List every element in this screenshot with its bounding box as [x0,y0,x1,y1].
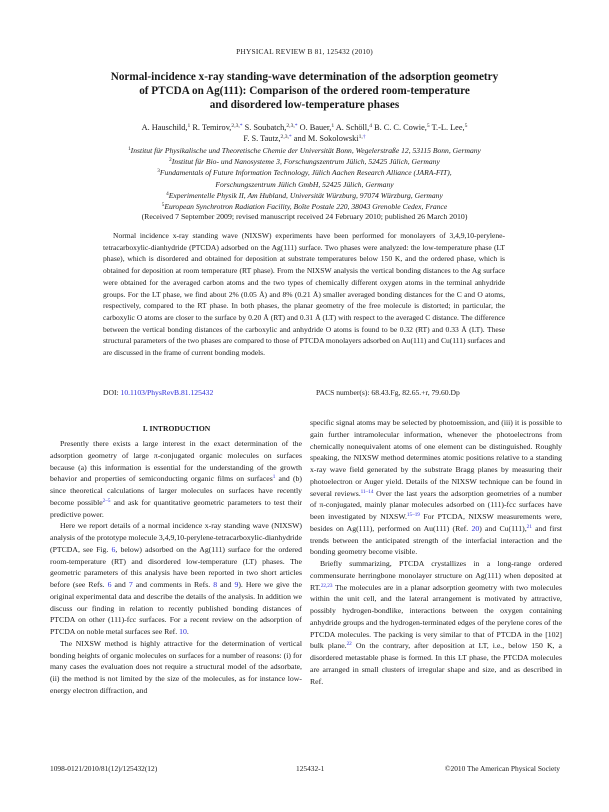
author: A. Hauschild,$^1$ [141,123,191,132]
citation-link[interactable]: 7 [128,580,133,589]
author-line [40,133,569,144]
citation-link[interactable]: 15–19 [406,512,420,518]
author-list [40,122,569,144]
author: and M. Sokolowski$^{1,\dagger}$ [293,134,366,143]
author: T.-L. Lee,$^5$ [431,123,468,132]
running-head: PHYSICAL REVIEW B 81, 125432 (2010) [236,47,373,56]
section-heading: I. INTRODUCTION [142,424,211,433]
author: R. Temirov,$^{2,3,*}$ [192,123,243,132]
citation-link[interactable]: 22,23 [320,582,333,589]
right-column [310,417,562,687]
citation-link[interactable]: 6 [107,580,112,589]
affiliation: $^3$Fundamentals of Future Information Technology, Jülich Aachen Research Alliance (JARA-FIT), [157,168,452,178]
citation-link[interactable]: 11–14 [360,488,374,495]
doi-link[interactable]: 10.1103/PhysRevB.81.125432 [120,388,214,397]
copyright: ©2010 The American Physical Society [444,764,560,773]
page-number: 125432-1 [296,764,325,773]
author: F. S. Tautz,$^{2,3,*}$ [243,134,292,143]
author: O. Bauer,$^1$ [299,123,335,132]
left-column [50,438,302,697]
doi-label: DOI: [103,388,119,397]
title-line: of PTCDA on Ag(111): Comparison of the ordered room-temperature [139,85,470,98]
figure-link[interactable]: 6 [111,544,116,554]
author: S. Soubatch,$^{2,3,*}$ [244,123,298,132]
citation-link[interactable]: 8 [213,580,218,589]
author: A. Schöll,$^4$ [335,123,372,132]
title-line: and disordered low-temperature phases [209,99,400,112]
paper-title [40,70,569,113]
citation-link[interactable]: 9 [234,580,239,589]
citation-link[interactable]: 21 [526,523,532,530]
footnote-marker[interactable]: * [239,123,243,129]
footnote-marker[interactable]: * [288,134,292,140]
affiliation: $^1$Institut für Physikalische und Theoretische Chemie der Universität Bonn, Wegelerstraße 12, 53115 Bonn, Germany [128,146,481,155]
affiliation: $^5$European Synchrotron Radiation Facility, Boîte Postale 220, 38043 Grenoble Cedex, France [161,202,448,212]
citation-link[interactable]: 10 [179,627,187,636]
affiliation-list [40,145,569,212]
doi [103,388,213,397]
pacs-numbers: PACS number(s): 68.43.Fg, 82.65.+r, 79.60.Dp [316,388,460,397]
paragraph: The NIXSW method is highly attractive for the determination of vertical bonding heights of organic molecules on surfaces for a number of reasons: (i) for many cases the evaluation does not require a structural model of the adsorbate, (ii) the method is not limited by the size of the molecules, as for instance low-energy electron diffraction, and [50,638,302,695]
affiliation: $^2$Institut für Bio- und Nanosysteme 3, Forschungszentrum Jülich, 52425 Jülich, Germany [169,157,440,167]
citation-link[interactable]: 2–5 [102,497,111,504]
citation-link[interactable]: 1 [272,474,276,481]
affiliation: $^4$Experimentelle Physik II, Am Hubland, Universität Würzburg, 97074 Würzburg, Germany [166,190,443,200]
paragraph: specific signal atoms may be selected by photoemission, and (iii) it is possible to gain further intramolecular information, whenever the photoelectrons from chemically nonequivalent atoms of one element can be distinguished. Roughly speaking, the NIXSW method determines atomic positions relative to a standing x-ray wave field generated by the substrate Bragg planes by measuring their photoelectron or Auger yield. Details of the NIXSW technique can be found in several reviews.$^{11-14}$ Over the last years the adsorption geometries of a number of π-conjugated, mainly planar molecules adsorbed on (111)-fcc surfaces have been investigated by NIXSW.$^{15-19}$ For PTCDA, NIXSW measurements were, besides on Ag(111), performed on Au(111) (Ref. 20) and Cu(111),$^{21}$ and first trends between the anticipated strength of the interfacial interaction and the bonding geometry become visible. [310,418,562,557]
author: B. C. C. Cowie,$^5$ [374,123,430,132]
citation-link[interactable]: 22 [346,641,352,648]
received-dates: (Received 7 September 2009; revised manuscript received 24 February 2010; published 26 March 2010) [141,212,468,221]
title-line: Normal-incidence x-ray standing-wave determination of the adsorption geometry [110,71,499,83]
journal-code: 1098-0121/2010/81(12)/125432(12) [50,764,158,773]
footnote-marker[interactable]: * [294,123,298,129]
author-line [40,122,569,133]
paragraph: Briefly summarizing, PTCDA crystallizes in a long-range ordered commensurate herringbone monolayer structure on Ag(111) when deposited at RT.$^{22,23}$ The molecules are in a planar adsorption geometry with two molecules within the unit cell, and the lateral arrangement is motivated by attractive, possibly hydrogen-bondlike, interactions between the oxygen containing anhydride groups and the hydrogen-terminated edges of the perylene cores of the PTCDA molecules. The packing is very similar to that of PTCDA in the [102] bulk plane.$^{22}$ On the contrary, after deposition at LT, i.e., below 150 K, a disordered metastable phase is formed. In this LT phase, the PTCDA molecules are arranged in small clusters of irregular shape and size, and as described in Ref. [310,559,562,686]
paragraph: Here we report details of a normal incidence x-ray standing wave (NIXSW) analysis of the prototype molecule 3,4,9,10-perylene-tetracarboxylic-dianhydride (PTCDA, see Fig. 6, below) adsorbed on the Ag(111) surface for the ordered room-temperature (RT) and disordered low-temperature (LT) phases. The geometric parameters of this analysis have been reported in two short articles before (see Refs. 6 and 7 and comments in Refs. 8 and 9). Here we give the original experimental data and describe the details of the analysis. In addition we discuss our finding in relation to recently published bonding distances of PTCDA on other (111)-fcc surfaces. For a recent review on the adsorption of PTCDA on noble metal surfaces see Ref. 10. [50,521,302,636]
citation-link[interactable]: 20 [471,523,480,533]
footnote-marker[interactable]: † [362,134,366,140]
abstract: Normal incidence x-ray standing wave (NIXSW) experiments have been performed for monolayers of 3,4,9,10-perylene-tetracarboxylic-dianhydride (PTCDA) adsorbed on the Ag(111) surface. Two phases were analyzed: the low-temperature phase (LT phase), which is disordered and obtained for deposition at substrate temperatures below 150 K, and the ordered phase, which is obtained for deposition at room temperature (RT phase). From the NIXSW analysis the vertical bonding distances to the Ag surface were obtained for the averaged carbon atoms and the two types of chemically different oxygen atoms in the terminal anhydride groups. For the LT phase, we find about 2% (0.05 Å) and 8% (0.21 Å) smaller averaged bonding distances for the C and O atoms, respectively, compared to the RT phase. In both phases, the planar geometry of the free molecule is distorted; in particular, the carboxylic O atoms are closer to the surface by 0.20 Å (RT) and 0.31 Å (LT) with respect to the averaged C distance. The difference between the vertical bonding distances of the carboxylic and anhydride O atoms is found to be 0.32 (RT) and 0.33 Å (LT). These structural parameters of the two phases are compared to those of PTCDA monolayers adsorbed on Au(111) and Cu(111) surfaces and are discussed in the frame of current bonding models. [103,231,505,358]
paragraph: Presently there exists a large interest in the exact determination of the adsorption geometry of large π-conjugated organic molecules on surfaces because (a) this information is essential for the understanding of the growth behavior and properties of semiconducting organic films on surfaces$^1$ and (b) since theoretical calculations of larger molecules on surfaces have recently become possible$^{2-5}$ and ask for quantitative geometric parameters to test their predictive power. [50,439,302,519]
affiliation: Forschungszentrum Jülich GmbH, 52425 Jülich, Germany [215,179,394,189]
